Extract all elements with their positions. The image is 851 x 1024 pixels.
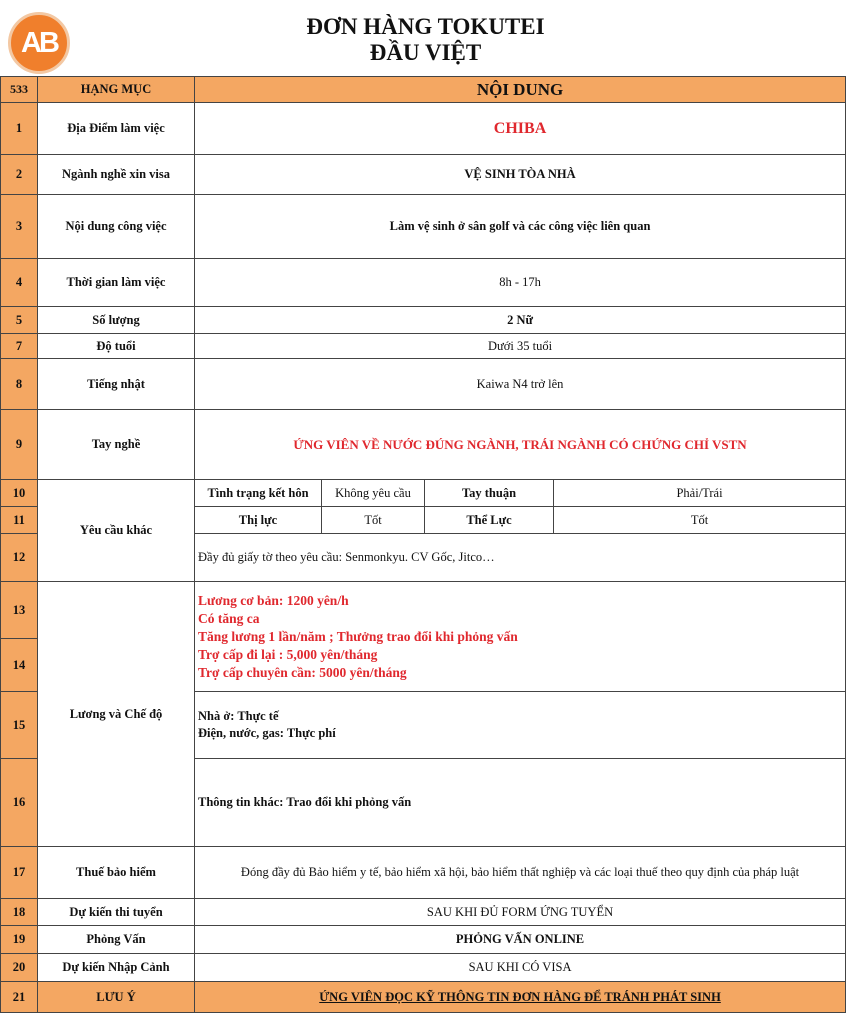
row-label: Nội dung công việc — [38, 195, 195, 259]
page-subtitle: ĐẦU VIỆT — [369, 40, 482, 65]
table-row — [1, 259, 846, 307]
row-number: 13 — [1, 582, 38, 639]
page-title: ĐƠN HÀNG TOKUTEI — [306, 14, 545, 39]
table-row — [1, 307, 846, 334]
table-row — [1, 926, 846, 954]
row-number: 1 — [1, 103, 38, 155]
housing: Nhà ở: Thực tế — [198, 709, 279, 723]
row-number: 12 — [1, 534, 38, 582]
row-number: 8 — [1, 359, 38, 410]
row-number: 20 — [1, 954, 38, 982]
row-number: 18 — [1, 899, 38, 926]
salary-raise: Tăng lương 1 lần/năm ; Thưởng trao đổi khi phỏng vấn — [198, 628, 518, 644]
important-note: ỨNG VIÊN ĐỌC KỸ THÔNG TIN ĐƠN HÀNG ĐỂ TRÁNH PHÁT SINH — [319, 989, 721, 1004]
work-location: CHIBA — [195, 103, 846, 155]
interview-method: PHỎNG VẤN ONLINE — [195, 926, 846, 954]
row-number: 2 — [1, 155, 38, 195]
skill-requirement: ỨNG VIÊN VỀ NƯỚC ĐÚNG NGÀNH, TRÁI NGÀNH CÓ CHỨNG CHỈ VSTN — [195, 410, 846, 480]
marital-status-value: Không yêu cầu — [322, 480, 425, 507]
age-requirement: Dưới 35 tuổi — [195, 334, 846, 359]
row-number: 19 — [1, 926, 38, 954]
table-header-row — [1, 77, 846, 103]
row-number: 3 — [1, 195, 38, 259]
row-number: 7 — [1, 334, 38, 359]
table-row — [1, 582, 846, 639]
salary-benefits-label: Lương và Chế độ — [38, 582, 195, 847]
table-row — [1, 480, 846, 507]
table-row — [1, 899, 846, 926]
row-label: Phỏng Vấn — [38, 926, 195, 954]
content-header: NỘI DUNG — [195, 77, 846, 103]
row-label: Số lượng — [38, 307, 195, 334]
row-number: 10 — [1, 480, 38, 507]
marital-status-label: Tình trạng kết hôn — [195, 480, 322, 507]
row-number: 9 — [1, 410, 38, 480]
row-label: Địa Điểm làm việc — [38, 103, 195, 155]
fitness-value: Tốt — [554, 507, 846, 534]
travel-allowance: Trợ cấp đi lại : 5,000 yên/tháng — [198, 646, 378, 662]
table-row — [1, 410, 846, 480]
row-label: Ngành nghề xin visa — [38, 155, 195, 195]
japanese-level: Kaiwa N4 trở lên — [195, 359, 846, 410]
utilities: Điện, nước, gas: Thực phí — [198, 726, 336, 740]
row-number: 17 — [1, 847, 38, 899]
table-row — [1, 334, 846, 359]
salary-details — [195, 582, 846, 692]
row-label: Dự kiến Nhập Cảnh — [38, 954, 195, 982]
table-row — [1, 954, 846, 982]
row-number: 4 — [1, 259, 38, 307]
table-row — [1, 155, 846, 195]
table-row — [1, 847, 846, 899]
page-header — [0, 0, 851, 78]
other-info: Thông tin khác: Trao đổi khi phỏng vấn — [195, 759, 846, 847]
table-row — [1, 103, 846, 155]
table-row — [1, 195, 846, 259]
row-number: 21 — [1, 982, 38, 1013]
category-header: HẠNG MỤC — [38, 77, 195, 103]
row-number: 5 — [1, 307, 38, 334]
visa-industry: VỆ SINH TÒA NHÀ — [195, 155, 846, 195]
housing-utilities — [195, 692, 846, 759]
row-label: Tiếng nhật — [38, 359, 195, 410]
row-number: 15 — [1, 692, 38, 759]
job-description: Làm vệ sinh ở sân golf và các công việc liên quan — [195, 195, 846, 259]
row-label: Độ tuổi — [38, 334, 195, 359]
vision-label: Thị lực — [195, 507, 322, 534]
row-label: Thời gian làm việc — [38, 259, 195, 307]
row-label: Thuế bảo hiểm — [38, 847, 195, 899]
handedness-value: Phải/Trái — [554, 480, 846, 507]
other-requirements-label: Yêu cầu khác — [38, 480, 195, 582]
row-label: LƯU Ý — [38, 982, 195, 1013]
table-row — [1, 982, 846, 1013]
order-id: 533 — [1, 77, 38, 103]
handedness-label: Tay thuận — [425, 480, 554, 507]
fitness-label: Thể Lực — [425, 507, 554, 534]
row-label: Dự kiến thi tuyển — [38, 899, 195, 926]
documents-requirement: Đầy đủ giấy tờ theo yêu cầu: Senmonkyu. CV Gốc, Jitco… — [195, 534, 846, 582]
row-number: 16 — [1, 759, 38, 847]
row-label: Tay nghề — [38, 410, 195, 480]
overtime: Có tăng ca — [198, 610, 260, 626]
base-salary: Lương cơ bản: 1200 yên/h — [198, 592, 349, 608]
note-cell — [195, 982, 846, 1013]
entry-schedule: SAU KHI CÓ VISA — [195, 954, 846, 982]
table-row — [1, 359, 846, 410]
row-number: 14 — [1, 639, 38, 692]
tax-insurance: Đóng đầy đủ Bảo hiểm y tế, bảo hiểm xã hội, bảo hiểm thất nghiệp và các loại thuế theo quy định của pháp luật — [195, 847, 846, 899]
order-table — [0, 76, 846, 1013]
exam-schedule: SAU KHI ĐỦ FORM ỨNG TUYỂN — [195, 899, 846, 926]
quantity: 2 Nữ — [195, 307, 846, 334]
vision-value: Tốt — [322, 507, 425, 534]
working-hours: 8h - 17h — [195, 259, 846, 307]
attendance-allowance: Trợ cấp chuyên cần: 5000 yên/tháng — [198, 664, 407, 680]
row-number: 11 — [1, 507, 38, 534]
logo-text: AB — [21, 26, 57, 59]
